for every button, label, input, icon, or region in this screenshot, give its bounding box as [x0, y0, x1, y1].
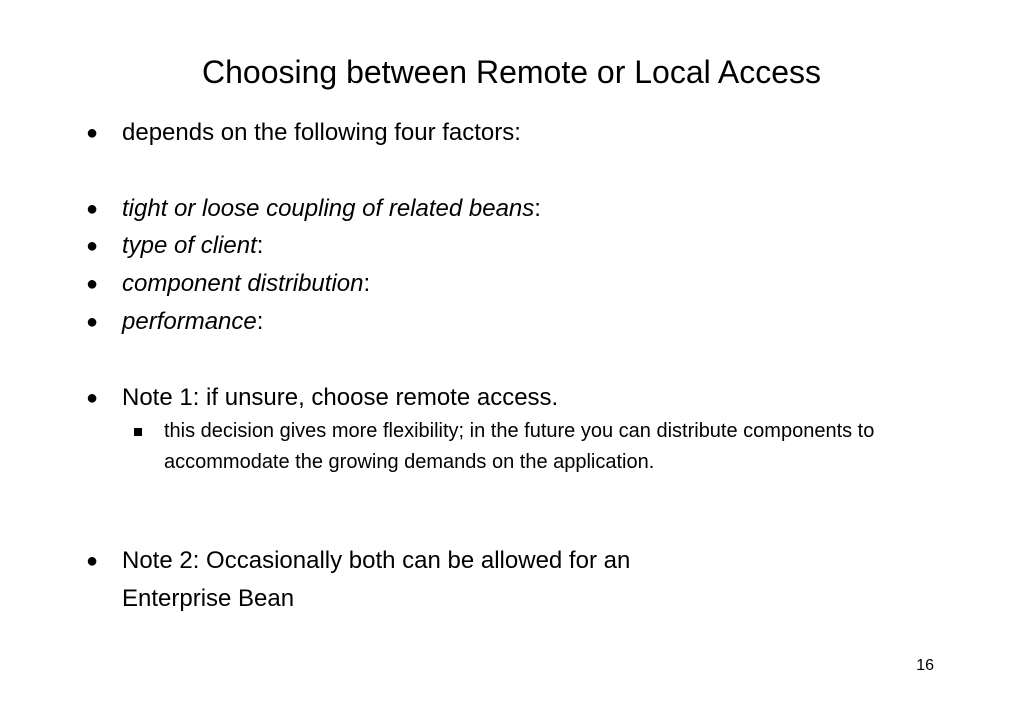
- bullet-item-note-2: [86, 542, 630, 618]
- note-2-line-2: Enterprise Bean: [122, 585, 295, 612]
- bullet-item-client-type: [86, 228, 263, 264]
- bullet-text: depends on the following four factors:: [122, 119, 521, 146]
- bullet-icon: ●: [86, 198, 99, 220]
- bullet-icon: ●: [86, 122, 99, 144]
- bullet-item-coupling: [86, 191, 541, 227]
- bullet-icon: ●: [86, 387, 99, 409]
- factor-suffix: :: [534, 195, 541, 222]
- bullet-icon: ●: [86, 235, 99, 257]
- bullet-icon: ●: [86, 311, 99, 333]
- factor-name: performance: [122, 308, 257, 335]
- slide-title: Choosing between Remote or Local Access: [201, 54, 821, 90]
- bullet-item-note-1: [86, 380, 558, 416]
- bullet-item-distribution: [86, 266, 370, 302]
- factor-name: tight or loose coupling of related beans: [122, 195, 535, 222]
- factor-suffix: :: [256, 308, 264, 335]
- sub-bullet-text: this decision gives more flexibility; in the future you can distribute components to accommodate the growing demands on the application.: [164, 420, 875, 473]
- sub-bullet-item-flexibility: [134, 416, 934, 478]
- factor-suffix: :: [256, 232, 264, 259]
- bullet-icon: ●: [86, 273, 99, 295]
- bullet-text: Note 1: if unsure, choose remote access.: [122, 384, 559, 411]
- square-bullet-icon: [134, 428, 142, 436]
- factor-suffix: :: [363, 270, 371, 297]
- note-2-line-1: Note 2: Occasionally both can be allowed for an: [122, 547, 631, 574]
- factor-name: type of client: [122, 232, 257, 259]
- bullet-icon: ●: [86, 550, 99, 572]
- page-number: 16: [916, 657, 934, 674]
- factor-name: component distribution: [122, 270, 364, 297]
- bullet-item-factors-intro: [86, 115, 521, 151]
- bullet-item-performance: [86, 304, 263, 340]
